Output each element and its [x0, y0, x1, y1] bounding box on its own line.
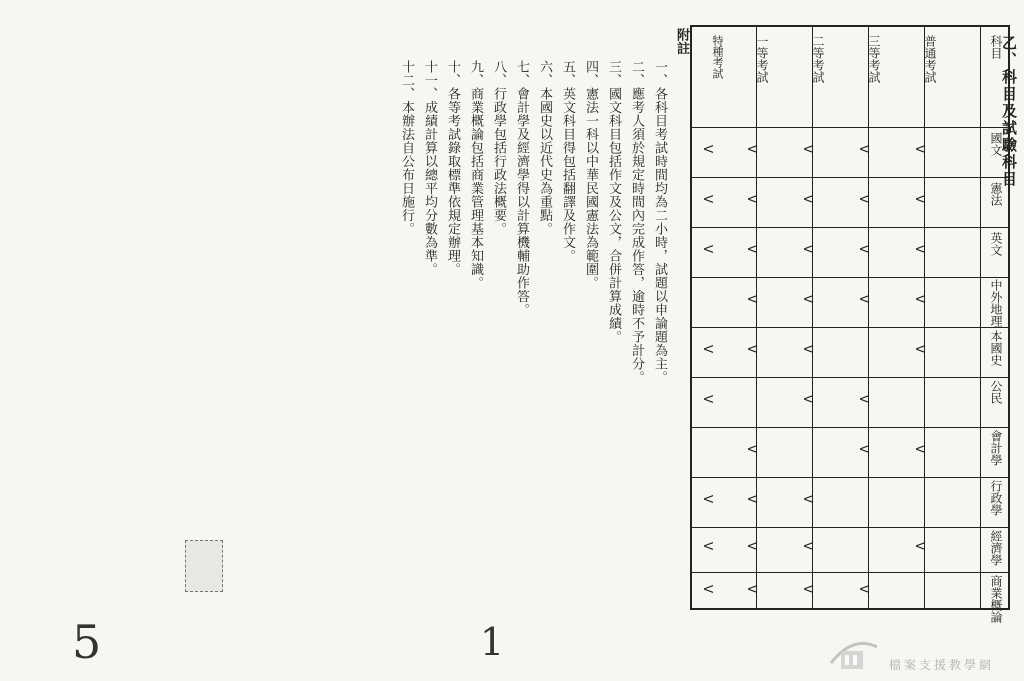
- table-header: 會計學: [989, 430, 1003, 466]
- page-number: 5: [72, 615, 102, 669]
- table-row-label: 普通考試: [923, 35, 937, 83]
- table-row-label: 二等考試: [811, 35, 825, 83]
- subject-table: [690, 25, 1010, 623]
- table-header-subject: 科目: [989, 35, 1003, 59]
- note-line: 二、應考人須於規定時間內完成作答，逾時不予計分。: [629, 60, 644, 384]
- table-check-mark: V: [744, 444, 759, 454]
- seal-stamp: [185, 540, 223, 592]
- table-check-mark: V: [800, 541, 815, 551]
- table-check-mark: V: [744, 294, 759, 304]
- table-check-mark: V: [856, 294, 871, 304]
- side-mark: 1: [480, 620, 505, 664]
- table-check-mark: V: [912, 344, 927, 354]
- archive-box-icon: [823, 633, 883, 673]
- table-check-mark: V: [700, 344, 715, 354]
- table-check-mark: V: [744, 344, 759, 354]
- note-line: 十一、成績計算以總平均分數為準。: [422, 60, 437, 276]
- table-check-mark: V: [856, 584, 871, 594]
- table-check-mark: V: [912, 294, 927, 304]
- note-line: 十、各等考試錄取標準依規定辦理。: [445, 60, 460, 276]
- note-line: 七、會計學及經濟學得以計算機輔助作答。: [514, 60, 529, 317]
- table-check-mark: V: [700, 394, 715, 404]
- note-line: 四、憲法一科以中華民國憲法為範圍。: [583, 60, 598, 290]
- table-check-mark: V: [744, 244, 759, 254]
- table-check-mark: V: [700, 584, 715, 594]
- table-row-label: 一等考試: [755, 35, 769, 83]
- table-check-mark: V: [912, 244, 927, 254]
- table-check-mark: V: [800, 344, 815, 354]
- table-check-mark: V: [856, 144, 871, 154]
- table-header: 公民: [989, 380, 1003, 404]
- table-row-label: 特種考試: [711, 35, 724, 79]
- table-header: 英文: [989, 232, 1003, 256]
- note-line: 十二、本辦法自公布日施行。: [399, 60, 414, 236]
- table-header: 商業概論: [989, 575, 1003, 623]
- table-check-mark: V: [800, 394, 815, 404]
- table-check-mark: V: [856, 194, 871, 204]
- table-check-mark: V: [700, 494, 715, 504]
- table-header: 經濟學: [989, 530, 1003, 566]
- table-check-mark: V: [744, 541, 759, 551]
- table-check-mark: V: [700, 244, 715, 254]
- notes-heading: 附註: [674, 28, 689, 55]
- table-check-mark: V: [856, 244, 871, 254]
- note-line: 一、各科目考試時間均為二小時，試題以申論題為主。: [652, 60, 667, 384]
- table-header: 中外地理: [989, 279, 1003, 327]
- note-line: 三、國文科目包括作文及公文，合併計算成績。: [606, 60, 621, 344]
- table-check-mark: V: [800, 584, 815, 594]
- table-check-mark: V: [856, 394, 871, 404]
- note-line: 九、商業概論包括商業管理基本知識。: [468, 60, 483, 290]
- table-check-mark: V: [744, 194, 759, 204]
- table-header: 憲法: [989, 182, 1003, 206]
- table-row-label: 三等考試: [867, 35, 881, 83]
- table-check-mark: V: [700, 194, 715, 204]
- table-check-mark: V: [800, 494, 815, 504]
- note-line: 六、本國史以近代史為重點。: [537, 60, 552, 236]
- table-check-mark: V: [912, 144, 927, 154]
- table-check-mark: V: [856, 444, 871, 454]
- note-line: 五、英文科目得包括翻譯及作文。: [560, 60, 575, 263]
- table-check-mark: V: [800, 194, 815, 204]
- watermark: [823, 633, 994, 673]
- table-check-mark: V: [800, 294, 815, 304]
- table-check-mark: V: [800, 244, 815, 254]
- table-check-mark: V: [800, 144, 815, 154]
- table-check-mark: V: [700, 144, 715, 154]
- table-header: 國文: [989, 132, 1003, 156]
- table-check-mark: V: [912, 541, 927, 551]
- table-check-mark: V: [744, 494, 759, 504]
- table-check-mark: V: [744, 144, 759, 154]
- table-check-mark: V: [744, 584, 759, 594]
- table-header: 本國史: [989, 330, 1003, 366]
- watermark-text: 檔案支援教學網: [888, 658, 994, 672]
- table-check-mark: V: [912, 444, 927, 454]
- document-title: 乙、科目及試驗科目: [1000, 35, 1018, 188]
- table-check-mark: V: [912, 194, 927, 204]
- note-line: 八、行政學包括行政法概要。: [491, 60, 506, 236]
- table-check-mark: V: [700, 541, 715, 551]
- table-header: 行政學: [989, 480, 1003, 516]
